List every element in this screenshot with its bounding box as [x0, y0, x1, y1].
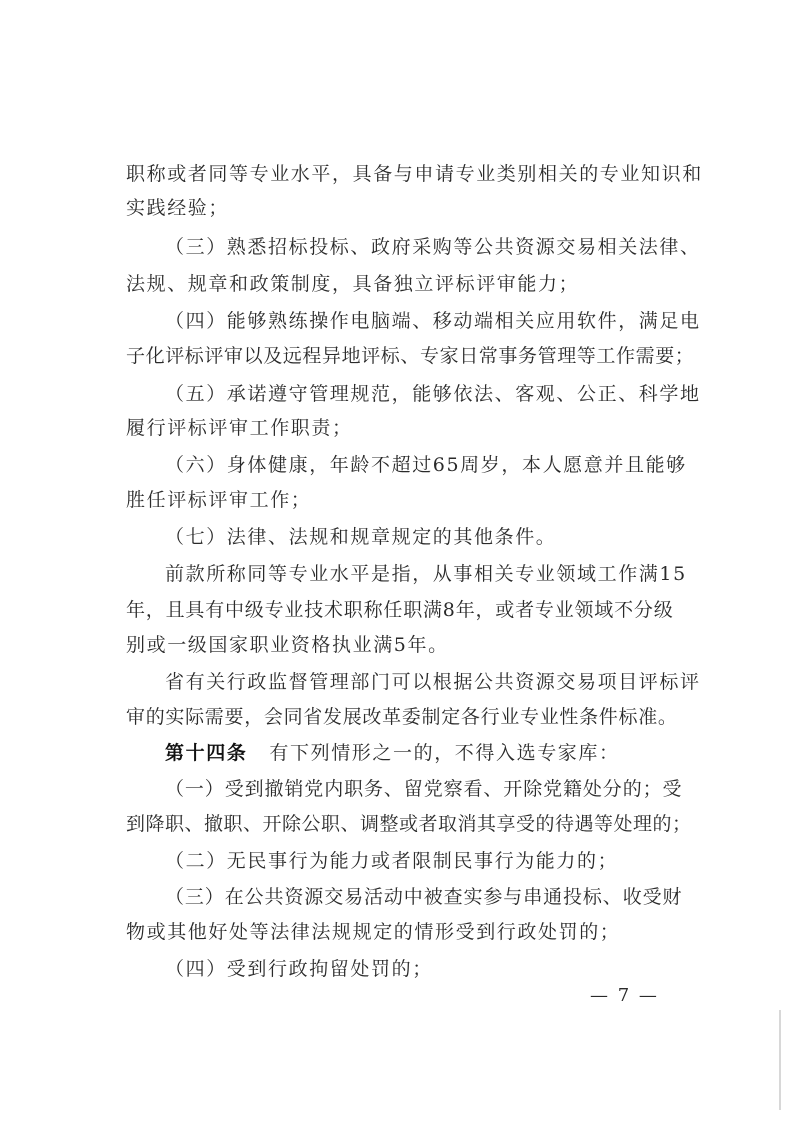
clause-six-line: 胜任评标评审工作； [126, 489, 312, 511]
exclusion-item-two-line: （二）无民事行为能力或者限制民事行为能力的； [165, 850, 619, 872]
page-number: — 7 — [590, 985, 659, 1006]
equivalence-paragraph-line: 前款所称同等专业水平是指，从事相关专业领域工作满15 [165, 563, 687, 585]
clause-three-line: 法规、规章和政策制度，具备独立评标评审能力； [126, 273, 580, 295]
clause-seven-line: （七）法律、法规和规章规定的其他条件。 [165, 526, 557, 548]
exclusion-item-three-line: 物或其他好处等法律法规规定的情形受到行政处罚的； [126, 921, 621, 943]
scan-edge-mark [779, 1010, 781, 1110]
article-fourteen-line [165, 742, 725, 764]
article-label: 第十四条 [165, 742, 248, 764]
exclusion-item-one-line: 到降职、撤职、开除公职、调整或者取消其享受的待遇等处理的； [126, 813, 692, 835]
equivalence-paragraph-line: 别或一级国家职业资格执业满5年。 [126, 634, 449, 656]
paragraph-line: 实践经验； [126, 197, 230, 219]
clause-four-line: 子化评标评审以及远程异地评标、专家日常事务管理等工作需要； [126, 345, 695, 367]
standards-paragraph-line: 审的实际需要，会同省发展改革委制定各行业专业性条件标准。 [126, 706, 678, 728]
paragraph-line: 职称或者同等专业水平，具备与申请专业类别相关的专业知识和 [126, 163, 703, 185]
article-text: 有下列情形之一的，不得入选专家库： [269, 742, 620, 764]
exclusion-item-four-line: （四）受到行政拘留处罚的； [165, 958, 433, 980]
clause-four-line: （四）能够熟练操作电脑端、移动端相关应用软件，满足电 [165, 310, 701, 332]
exclusion-item-one-line: （一）受到撤销党内职务、留党察看、开除党籍处分的；受 [165, 778, 683, 800]
clause-five-line: 履行评标评审工作职责； [126, 417, 353, 439]
equivalence-paragraph-line: 年，且具有中级专业技术职称任职满8年，或者专业领域不分级 [126, 599, 674, 621]
clause-five-line: （五）承诺遵守管理规范，能够依法、客观、公正、科学地 [165, 383, 701, 405]
standards-paragraph-line: 省有关行政监督管理部门可以根据公共资源交易项目评标评 [165, 671, 701, 693]
clause-three-line: （三）熟悉招标投标、政府采购等公共资源交易相关法律、 [165, 236, 701, 258]
exclusion-item-three-line: （三）在公共资源交易活动中被查实参与串通投标、收受财 [165, 886, 683, 908]
clause-six-line: （六）身体健康，年龄不超过65周岁，本人愿意并且能够 [165, 454, 687, 476]
